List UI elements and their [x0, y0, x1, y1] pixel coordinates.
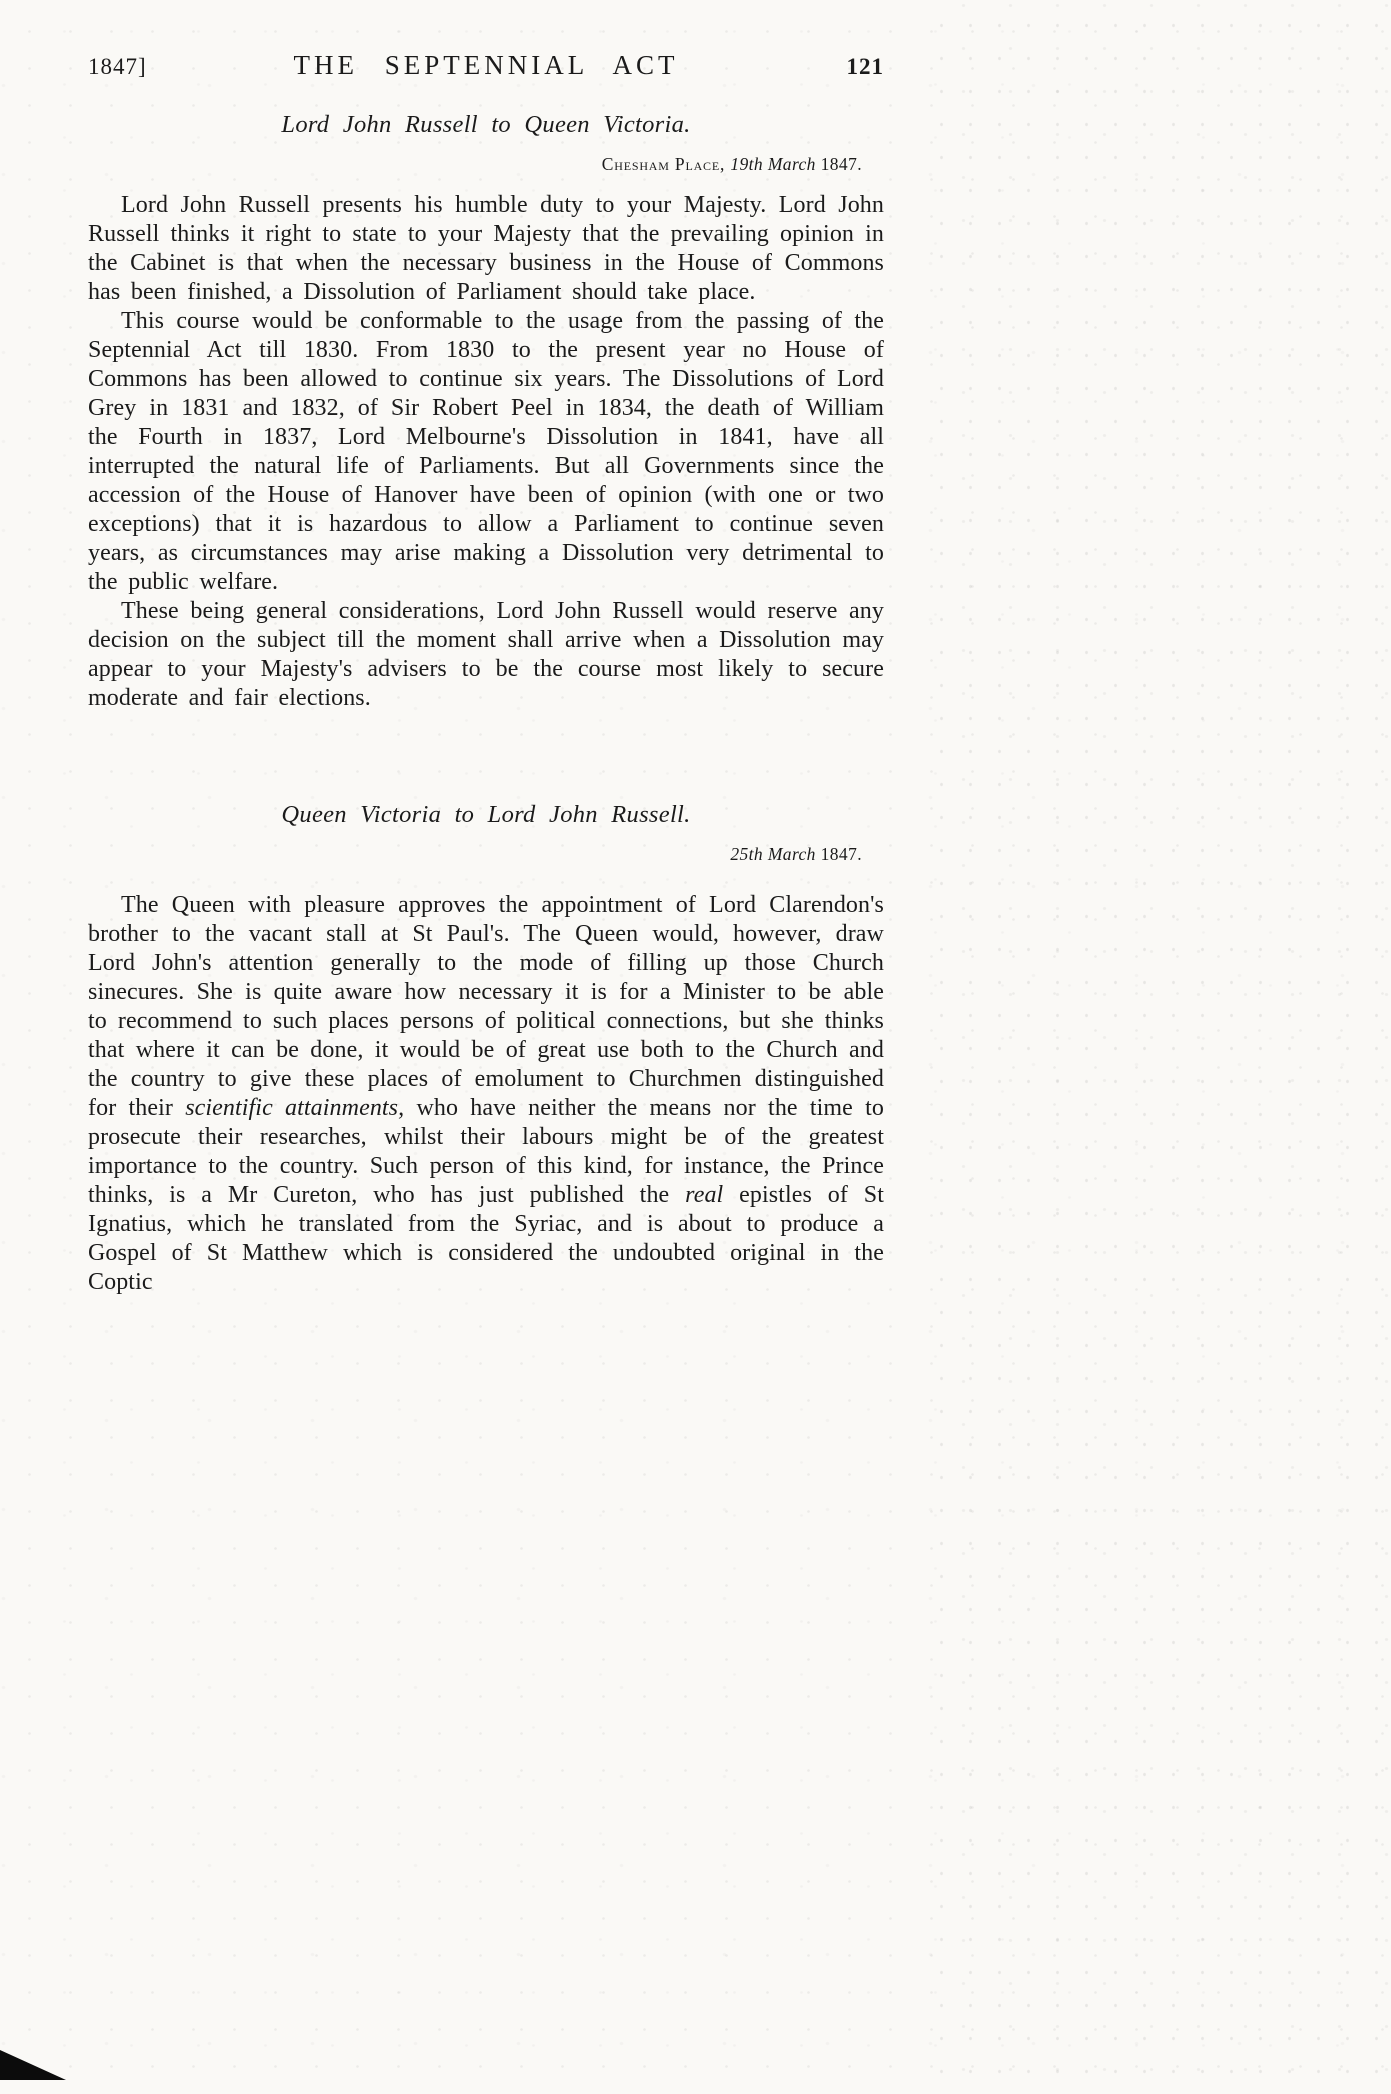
- dateline-year: 1847.: [820, 154, 862, 174]
- paragraph: This course would be conformable to the usage from the passing of the Septennial Act till 1830. From 1830 to the present year no House of Commons has been allowed to continue six years. The Dissolutions of Lord Grey in 1831 and 1832, of Sir Robert Peel in 1834, the death of William the Fourth in 1837, Lord Melbourne's Dissolution in 1841, have all interrupted the natural life of Parliaments. But all Governments since the accession of the House of Hanover have been of opinion (with one or two exceptions) that it is hazardous to allow a Parliament to continue seven years, as circumstances may arise making a Dissolution very detrimental to the public welfare.: [88, 308, 884, 595]
- paragraph: The Queen with pleasure approves the appointment of Lord Clarendon's brother to the vacant stall at St Paul's. The Queen would, however, draw Lord John's attention generally to the mode of filling up those Church sinecures. She is quite aware how necessary it is for a Minister to be able to recommend to such places persons of political connections, but she thinks that where it can be done, it would be of great use both to the Church and the country to give these places of emolument to Churchmen distinguished for their scientific attainments, who have neither the means nor the time to prosecute their researches, whilst their labours might be of the greatest importance to the country. Such person of this kind, for instance, the Prince thinks, is a Mr Cureton, who has just published the real epistles of St Ignatius, which he translated from the Syriac, and is about to produce a Gospel of St Matthew which is considered the undoubted original in the Coptic: [88, 892, 885, 1295]
- dateline-place: Chesham Place,: [601, 154, 731, 174]
- scan-corner-mark: [0, 2050, 66, 2080]
- dateline-date: 25th March: [730, 844, 821, 864]
- dateline-year: 1847.: [820, 844, 862, 864]
- running-header: [88, 50, 884, 81]
- header-year: 1847]: [88, 54, 147, 79]
- scan-noise-right-margin: [921, 0, 1391, 2094]
- header-title: THE SEPTENNIAL ACT: [293, 50, 679, 80]
- paragraph: Lord John Russell presents his humble duty to your Majesty. Lord John Russell thinks it right to state to your Majesty that the prevailing opinion in the Cabinet is that when the necessary business in the House of Commons has been finished, a Dissolution of Parliament should take place.: [88, 192, 884, 305]
- letter-title: Lord John Russell to Queen Victoria.: [281, 111, 691, 138]
- dateline: [88, 154, 884, 175]
- letter-title: Queen Victoria to Lord John Russell.: [281, 801, 691, 828]
- header-page-number: 121: [846, 54, 884, 79]
- letter-victoria-to-russell: [88, 801, 884, 1297]
- dateline: [88, 844, 884, 865]
- dateline-date: 19th March: [730, 154, 821, 174]
- letter-body: [88, 891, 884, 1297]
- letter-russell-to-victoria: [88, 111, 884, 713]
- letter-body: [88, 191, 884, 713]
- paragraph: These being general considerations, Lord John Russell would reserve any decision on the subject till the moment shall arrive when a Dissolution may appear to your Majesty's advisers to be the course most likely to secure moderate and fair elections.: [88, 598, 884, 711]
- text-block: [88, 50, 884, 1297]
